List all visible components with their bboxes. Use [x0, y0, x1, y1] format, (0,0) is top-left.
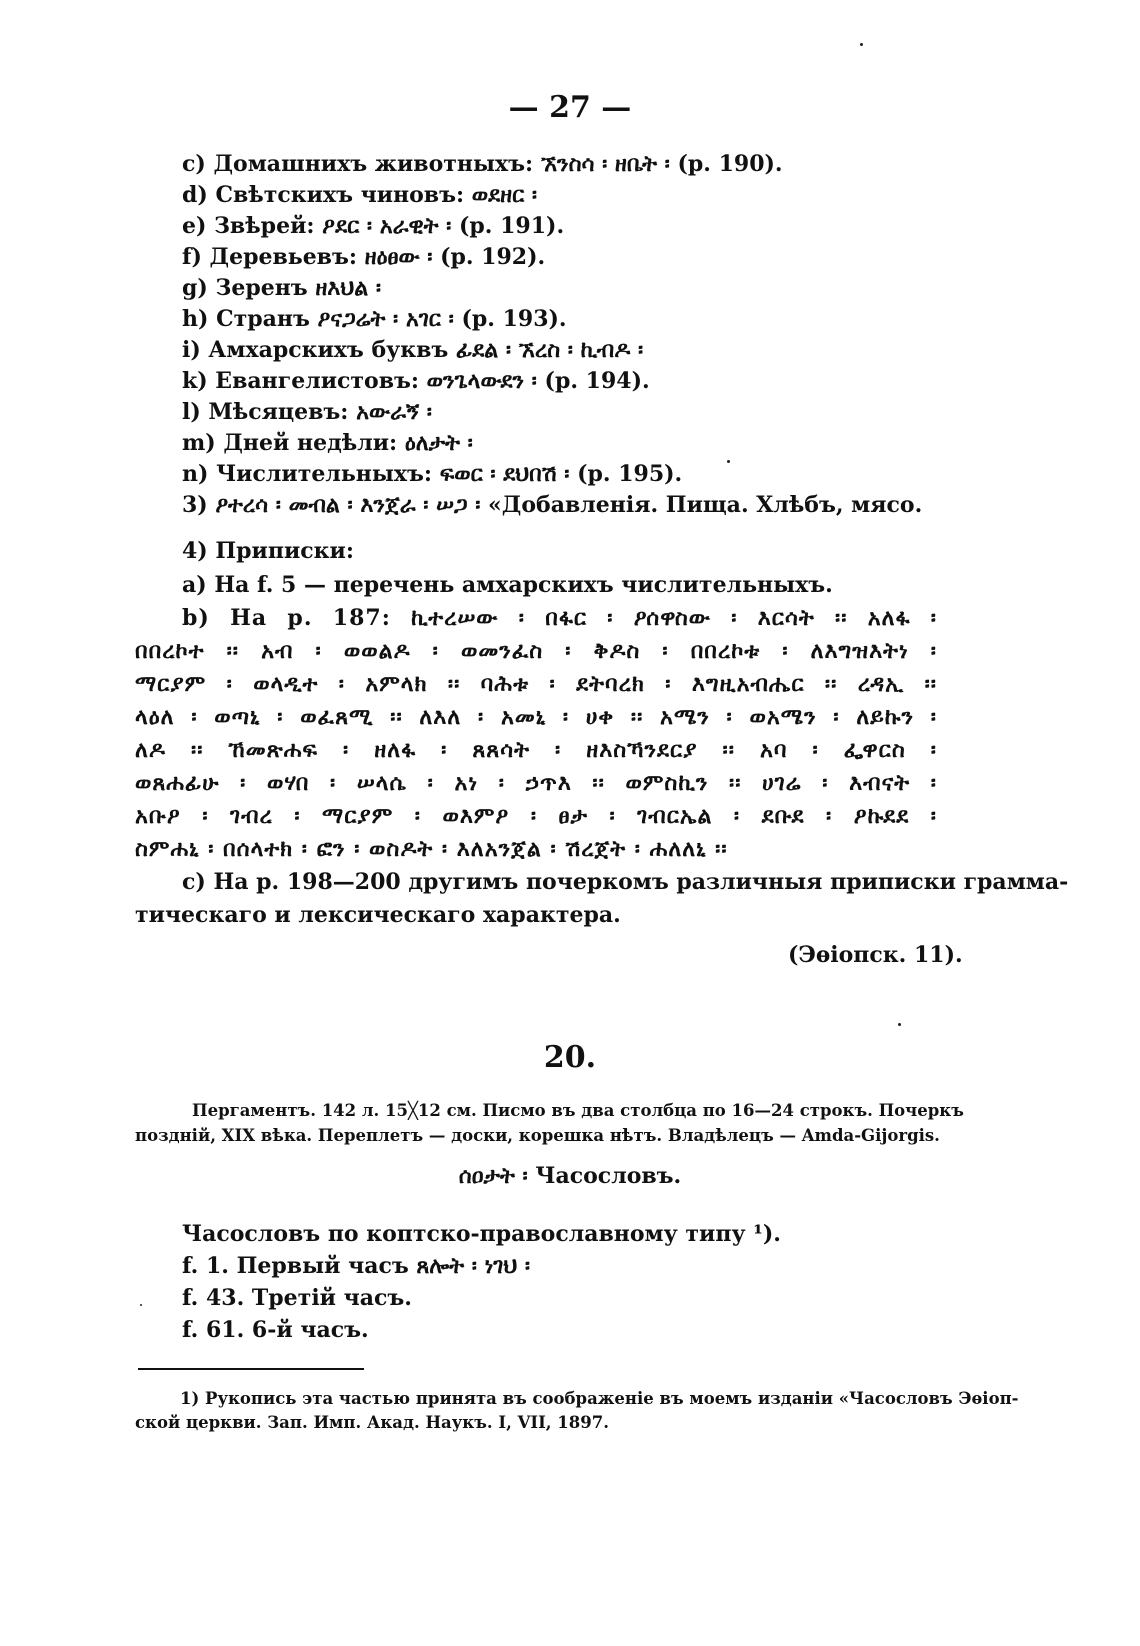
entry-number: 20.: [543, 1040, 597, 1075]
note-a: a) На f. 5 — перечень амхарскихъ числительныхъ.: [182, 572, 833, 598]
print-speck: [898, 1023, 901, 1026]
list-item: 3) ዖተረሳ ፡ መብል ፡ እንጀራ ፡ ሠጋ ፡ «Добавленія. Пища. Хлѣбъ, мясо.: [182, 492, 923, 518]
manuscript-title: ሰዐታት ፡ Часословъ.: [458, 1163, 682, 1189]
footnote-line: ской церкви. Зап. Имп. Акад. Наукъ. I, VII, 1897.: [135, 1413, 609, 1432]
page-number: — 27 —: [508, 90, 632, 125]
description-line: поздній, XIX вѣка. Переплетъ — доски, корешка нѣтъ. Владѣлецъ — Amda-Gijorgis.: [135, 1126, 940, 1145]
shelfmark: (Эѳіопск. 11).: [788, 942, 963, 968]
ethiopic-line: ላዕለ ፡ ወጣኒ ፡ ወፈጸሚ ፡፡ ለእለ ፡ አመኒ ፡ ሀቀ ፡፡ አሜን ፡ ወአሜን ፡ ለይኩን ፡: [135, 704, 937, 730]
print-speck: [860, 43, 863, 46]
list-item: m) Дней недѣли: ዕለታት ፡: [182, 430, 473, 456]
ethiopic-line: ለዶ ፡፡ ኸመጽሐፍ ፡ ዘለፋ ፡ ጸጸሳት ፡ ዘእስኻንደርያ ፡፡ አባ ፡ ፌዋርስ ፡: [135, 737, 937, 763]
ethiopic-line: ማርያም ፡ ወላዲተ ፡ አምላክ ፡፡ ባሕቱ ፡ ደትባረክ ፡ እግዚአብሔር ፡፡ ረዳኢ ፡፡: [135, 671, 937, 697]
note-b-first-line: b) На р. 187: ኪተረሠው ፡ በፋር ፡ ዖሰዋስው ፡ እርሳት ፡፡ አለፋ ፡: [182, 605, 937, 631]
folio-line: f. 61. 6-й часъ.: [182, 1317, 369, 1343]
folio-line: f. 43. Третій часъ.: [182, 1285, 412, 1311]
description-line: Пергаментъ. 142 л. 15╳12 см. Писмо въ два столбца по 16—24 строкъ. Почеркъ: [192, 1101, 964, 1120]
footnote-line: 1) Рукопись эта частью принята въ соображеніе въ моемъ изданіи «Часословъ Эѳіоп-: [180, 1389, 1019, 1408]
ethiopic-line: አቡዖ ፡ ገብረ ፡ ማርያም ፡ ወእምዖ ፡ ፀታ ፡ ገብርኤል ፡ ደቡደ ፡ ዖኩደደ ፡: [135, 803, 937, 829]
list-item: d) Свѣтскихъ чиновъ: ወደዘር ፡: [182, 182, 538, 208]
list-item: k) Евангелистовъ: ወንጌላውደን ፡ (р. 194).: [182, 368, 650, 394]
list-item: e) Звѣрей: ዖደር ፡ አራዊት ፡ (р. 191).: [182, 213, 565, 239]
ethiopic-line: ወጸሐፊሁ ፡ ወሃበ ፡ ሠላሴ ፡ አነ ፡ ኃጥእ ፡፡ ወምስኪን ፡፡ ሀገሬ ፡ እብናት ፡: [135, 770, 937, 796]
list-item: h) Странъ ዖናጋሬት ፡ አገር ፡ (р. 193).: [182, 306, 567, 332]
ethiopic-line: በበረኮተ ፡፡ አብ ፡ ወወልዶ ፡ ወመንፈስ ፡ ቅዶስ ፡ በበረኮቱ ፡ ለእግዝእትነ ፡: [135, 638, 937, 664]
print-speck: [140, 1304, 142, 1306]
note-c-line: c) На р. 198—200 другимъ почеркомъ различныя приписки грамма-: [182, 869, 1069, 895]
print-speck: [727, 460, 730, 463]
list-item: i) Амхарскихъ буквъ ፊደል ፡ ኧረስ ፡ ኪብዶ ፡: [182, 337, 644, 363]
list-item: l) Мѣсяцевъ: አውራኝ ፡: [182, 399, 432, 425]
text-intro: Часословъ по коптско-православному типу ¹).: [182, 1221, 781, 1247]
list-item: n) Числительныхъ: ፍወር ፡ ደህበሽ ፡ (р. 195).: [182, 461, 683, 487]
list-item: g) Зеренъ ዘእህል ፡: [182, 275, 382, 301]
ethiopic-line: ስምሐኒ ፡ በሰላተክ ፡ ፎን ፡ ወስዶት ፡ እለአንጀል ፡ ሽረጀት ፡ ሐለለኒ ፡፡: [135, 836, 728, 862]
footnote-rule: [138, 1368, 364, 1370]
section-4-heading: 4) Приписки:: [182, 538, 354, 564]
note-c-line: тическаго и лексическаго характера.: [135, 902, 621, 928]
list-item: f) Деревьевъ: ዘዕፀው ፡ (р. 192).: [182, 244, 546, 270]
folio-line: f. 1. Первый часъ ጸሎት ፡ ነገህ ፡: [182, 1253, 531, 1279]
list-item: c) Домашнихъ животныхъ: ኧንስሳ ፡ ዘቤት ፡ (р. 190).: [182, 151, 783, 177]
